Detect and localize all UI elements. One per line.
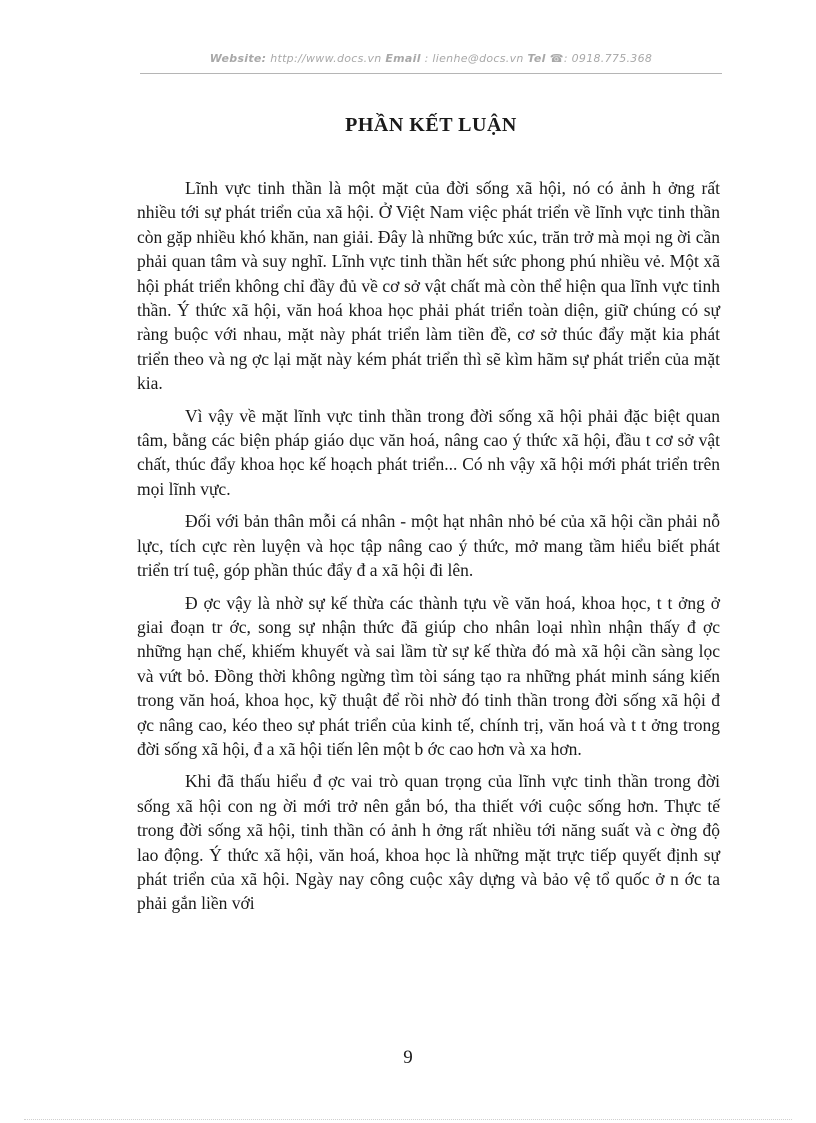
email-label: Email: [385, 52, 421, 65]
tel-label: Tel ☎: [527, 52, 564, 65]
tel-number: : 0918.775.368: [563, 52, 653, 65]
paragraph: Đ ợc vậy là nhờ sự kế thừa các thành tựu về văn hoá, khoa học, t t ởng ở giai đoạn tr ớc, song sự nhận thức đã giúp cho nhân loại nhìn nhận thấy đ ợc những hạn chế, khiếm khuyết và sai lầm từ sự kế thừa đó mà xã hội cần sàng lọc và vứt bỏ. Đồng thời không ngừng tìm tòi sáng tạo ra những phát minh sáng kiến trong văn hoá, khoa học, kỹ thuật để rồi nhờ đó tinh thần trong đời sống xã hội đ ợc nâng cao, kéo theo sự phát triển của kinh tế, chính trị, văn hoá và t t ởng trong đời sống xã hội, đ a xã hội tiến lên một b ớc cao hơn và xa hơn.: [137, 592, 720, 759]
page-title: PHẦN KẾT LUẬN: [345, 114, 517, 136]
paragraph: Đối với bản thân mỗi cá nhân - một hạt nhân nhỏ bé của xã hội cần phải nỗ lực, tích cực rèn luyện và học tập nâng cao ý thức, mở mang tầm hiểu biết phát triển trí tuệ, góp phần thúc đẩy đ a xã hội đi lên.: [137, 511, 720, 581]
email-address: : lienhe@docs.vn: [424, 52, 524, 65]
page-number: 9: [403, 1047, 413, 1068]
website-url: http://www.docs.vn: [270, 52, 382, 65]
body-text: [137, 176, 720, 924]
page-header: [140, 52, 722, 65]
paragraph: Khi đã thấu hiểu đ ợc vai trò quan trọng của lĩnh vực tinh thần trong đời sống xã hội con ng ời mới trở nên gắn bó, tha thiết với cuộc sống hơn. Thực tế trong đời sống xã hội, tinh thần có ảnh h ởng rất nhiều tới năng suất và c ờng độ lao động. Ý thức xã hội, văn hoá, khoa học là những mặt trực tiếp quyết định sự phát triển của xã hội. Ngày nay công cuộc xây dựng và bảo vệ tổ quốc ở n ớc ta phải gắn liền với: [137, 771, 720, 914]
header-divider: [140, 73, 722, 74]
paragraph: Vì vậy về mặt lĩnh vực tinh thần trong đời sống xã hội phải đặc biệt quan tâm, bằng các biện pháp giáo dục văn hoá, nâng cao ý thức xã hội, đầu t cơ sở vật chất, thúc đẩy khoa học kế hoạch phát triển... Có nh vậy xã hội mới phát triển trên mọi lĩnh vực.: [137, 405, 720, 499]
paragraph: Lĩnh vực tinh thần là một mặt của đời sống xã hội, nó có ảnh h ởng rất nhiều tới sự phát triển của xã hội. Ở Việt Nam việc phát triển về lĩnh vực tinh thần còn gặp nhiều khó khăn, nan giải. Đây là những bức xúc, trăn trở mà mọi ng ời cần phải quan tâm và suy nghĩ. Lĩnh vực tinh thần hết sức phong phú nhiều vẻ. Một xã hội phát triển không chỉ đầy đủ về cơ sở vật chất mà còn thể hiện qua lĩnh vực tinh thần. Ý thức xã hội, văn hoá khoa học phải phát triển toàn diện, giữ chúng có sự ràng buộc với nhau, mặt này phát triển làm tiền đề, cơ sở thúc đẩy mặt kia phát triển theo và ng ợc lại mặt này kém phát triển thì sẽ kìm hãm sự phát triển của mặt kia.: [137, 178, 720, 394]
page-bottom-border: [24, 1119, 792, 1120]
website-label: Website:: [209, 52, 267, 65]
